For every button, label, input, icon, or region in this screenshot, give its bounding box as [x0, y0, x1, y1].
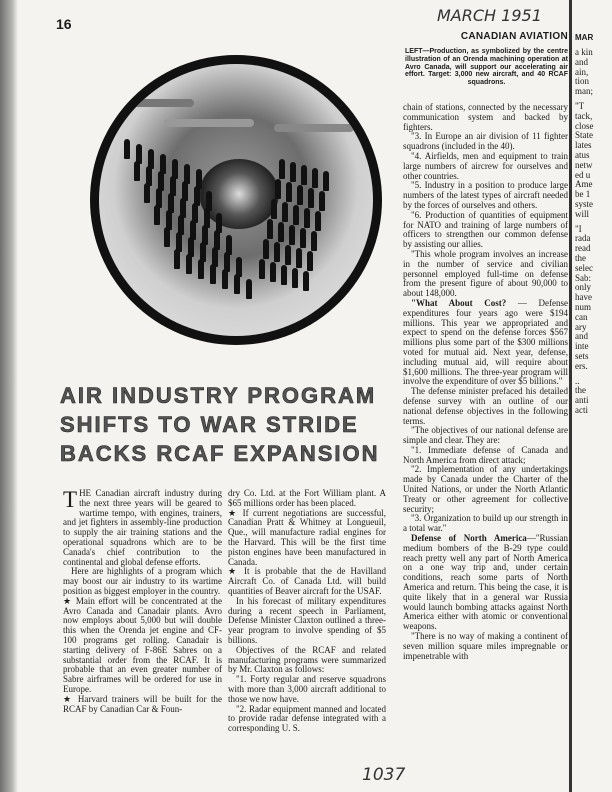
paragraph: "1. Immediate defense of Canada and North America from direct attack;	[403, 444, 568, 465]
circular-photo-collage	[90, 55, 382, 345]
airman-figure	[174, 249, 180, 269]
paragraph: Here are highlights of a program which may boost our air industry to its wartime position as biggest employer in the country.	[63, 566, 222, 596]
paragraph: ★ Harvard trainers will be built for the RCAF by Canadian Car & Foun-	[63, 693, 222, 714]
airman-figure	[267, 219, 273, 239]
airman-figure	[315, 211, 321, 231]
airman-figure	[289, 225, 295, 245]
airman-figure	[263, 239, 269, 259]
fragment-line: atus	[575, 149, 590, 160]
headline	[60, 381, 395, 468]
fragment-line: have	[575, 292, 592, 303]
subheading: Defense of North America	[411, 533, 527, 544]
airman-figure	[279, 159, 285, 179]
paragraph: In his forecast of military expenditures during a recent speech in Parliament, Defense Minister Claxton outlined a three-year program to involve spending of $5 billions.	[228, 595, 386, 645]
next-page-masthead: MAR	[575, 33, 594, 42]
airman-figure	[303, 271, 309, 291]
airman-figure	[270, 262, 276, 282]
fragment-line: State	[575, 130, 593, 141]
fragment-line: ain,	[575, 66, 589, 77]
article-column-3	[403, 103, 568, 759]
fragment-line: anti	[575, 395, 589, 406]
paragraph: "3. Organization to build up our strength in a total war."	[403, 513, 568, 534]
aircraft-image	[164, 119, 254, 127]
fragment-line: num	[575, 301, 592, 312]
fragment-line: Sab:	[575, 272, 592, 283]
fragment-line: tion	[575, 76, 590, 87]
paragraph: dry Co. Ltd. at the Fort William plant. A $65 millions order has been placed.	[228, 488, 386, 508]
paragraph: "2. Implementation of any undertakings made by Canada under the Charter of the United Nations, or under the North Atlantic Treaty or other agreement for collective security;	[403, 464, 568, 514]
airman-figure	[301, 165, 307, 185]
paragraph: "6. Production of quantities of equipment for NATO and training of large numbers of officers to strengthen our common defense by assisting our allies.	[403, 209, 568, 250]
fragment-line: the	[575, 385, 586, 396]
fragment-line: netw	[575, 159, 593, 170]
fragment-line: rada	[575, 233, 591, 244]
fragment-line: acti	[575, 404, 588, 415]
fragment-line: selec	[575, 262, 593, 273]
drop-cap: T	[63, 487, 78, 512]
subheading: "What About Cost?	[411, 297, 507, 308]
fragment-line: inte	[575, 341, 589, 352]
airman-figure	[281, 265, 287, 285]
fragment-line: ary	[575, 321, 587, 332]
fragment-line: the	[575, 252, 586, 263]
fragment-line: and	[575, 56, 588, 67]
paragraph: chain of stations, connected by the necessary communication system and backed by fighters.	[403, 102, 568, 132]
airman-figure	[274, 242, 280, 262]
fragment-line: ..	[575, 375, 580, 386]
airman-figure	[319, 191, 325, 211]
fragment-line: a kin	[575, 47, 593, 57]
airman-figure	[286, 182, 292, 202]
airman-figure	[296, 248, 302, 268]
fragment-line: can	[575, 311, 588, 322]
handwritten-date: MARCH 1951	[437, 6, 542, 25]
handwritten-number: 1037	[362, 765, 406, 785]
aircraft-image	[274, 124, 354, 132]
page-number: 16	[56, 16, 72, 32]
paragraph-text: —"Russian medium bombers of the B-29 type could reach pretty well any part of North America on a one way trip and, under certain conditions, reach some parts of North America and return. This being the case, it is quite likely that in a general war Russia would launch bombing attacks against North America either with atomic or conventional weapons.	[403, 533, 568, 632]
paragraph-text: — Defense expenditures four years ago were $194 millions. This year we appropriated and expect to spend on the defense forces $567 millions plus some part of the $300 millions voted for mutual aid. Next year, defense, including mutual aid, will require about $1,600 millions. The three-year program will involve the expenditure of over $5 billions."	[403, 297, 568, 387]
fragment-line: close	[575, 120, 594, 131]
fragment-line: man;	[575, 86, 593, 97]
masthead: CANADIAN AVIATION	[460, 31, 568, 42]
paragraph: HE Canadian aircraft industry during the next three years will be geared to wartime tempo, with engines, trainers, and jet fighters in assembly-line production to supply the air training stations and the operational squadrons which are to be Canada's chief contribution to the continental and global defense efforts.	[63, 488, 222, 567]
airman-figure	[312, 168, 318, 188]
paragraph	[403, 299, 568, 387]
airman-figure	[304, 208, 310, 228]
airman-figure	[293, 205, 299, 225]
airman-figure	[311, 231, 317, 251]
fragment-line: tack,	[575, 110, 593, 121]
article-column-2	[228, 489, 386, 761]
airman-figure	[164, 227, 170, 247]
airman-figure	[234, 274, 240, 294]
airman-figure	[323, 171, 329, 191]
paragraph: ★ It is probable that the de Havilland Aircraft Co. of Canada Ltd. will build quantities of Beaver aircraft for the USAF.	[228, 566, 386, 596]
paragraph: "3. In Europe an air division of 11 fighter squadrons (included in the 40).	[403, 131, 568, 152]
paragraph: "5. Industry in a position to produce large numbers of the latest types of aircraft needed by the forces of ourselves and others.	[403, 180, 568, 210]
fragment-line: "T	[575, 100, 585, 111]
fragment-line: lates	[575, 140, 592, 151]
airman-figure	[290, 162, 296, 182]
paragraph: "The objectives of our national defense are simple and clear. They are:	[403, 425, 568, 446]
page-edge-shadow	[0, 0, 18, 792]
airman-figure	[198, 259, 204, 279]
fragment-line: "I	[575, 223, 582, 234]
paragraph	[403, 534, 568, 632]
fragment-line: Ame	[575, 179, 593, 190]
airman-figure	[222, 269, 228, 289]
airman-figure	[134, 161, 140, 181]
aircraft-image	[124, 99, 194, 107]
airman-figure	[144, 183, 150, 203]
airman-figure	[308, 188, 314, 208]
airman-figure	[154, 205, 160, 225]
airman-figure	[259, 259, 265, 279]
photo-caption: LEFT—Production, as symbolized by the centre illustration of an Orenda machining operation at Avro Canada, will support our accelerating air effort. Target: 3,000 new aircraft, and 40 RCAF squadrons.	[405, 48, 568, 87]
paragraph: "4. Airfields, men and equipment to train large numbers of aircrew for ourselves and other countries.	[403, 150, 568, 181]
paragraph: ★ Main effort will be concentrated at the Avro Canada and Canadair plants. Avro now employs about 5,000 but will double this when the Orenda jet engine and CF-100 programs get rolling. Canadair is starting delivery of F-86E Sabres on a substantial order from the RCAF. It is probable that an even greater number of Sabre airframes will be ordered for use in Europe.	[63, 595, 222, 694]
headline-line: AIR INDUSTRY PROGRAM	[60, 383, 377, 408]
paragraph: "2. Radar equipment manned and located to provide radar defense integrated with a corresponding U. S.	[228, 703, 386, 734]
fragment-line: and	[575, 331, 588, 342]
paragraph: The defense minister prefaced his detailed defense survey with an outline of our national defense objectives in the following terms.	[403, 386, 568, 426]
fragment-line: ers.	[575, 360, 588, 371]
fragment-line: ed u	[575, 169, 591, 180]
airman-figure	[210, 264, 216, 284]
airman-figure	[282, 202, 288, 222]
paragraph: ★ If current negotiations are successful, Canadian Pratt & Whitney at Longueuil, Que., will manufacture radial engines for the Harvard. This will be the first time piston engines have been manufactured in Canada.	[228, 507, 386, 567]
airman-figure	[186, 254, 192, 274]
fragment-line: only	[575, 282, 592, 293]
paragraph: "1. Forty regular and reserve squadrons with more than 3,000 aircraft additional to those we now have.	[228, 674, 386, 704]
fragment-line: sets	[575, 350, 589, 361]
airman-figure	[285, 245, 291, 265]
fragment-line: syste	[575, 198, 593, 209]
headline-line: SHIFTS TO WAR STRIDE	[60, 412, 359, 437]
airman-figure	[275, 179, 281, 199]
airman-figure	[124, 139, 130, 159]
airman-figure	[271, 199, 277, 219]
airman-figure	[246, 279, 252, 299]
page-gutter-line	[569, 0, 572, 792]
airman-figure	[292, 268, 298, 288]
article-column-1	[63, 489, 222, 761]
airman-figure	[307, 251, 313, 271]
paragraph: "This whole program involves an increase in the number of service and civilian personnel employed full-time on defense from the present figure of about 90,000 to about 148,000.	[403, 248, 568, 299]
next-page-fragment	[575, 33, 612, 416]
fragment-line: will	[575, 208, 590, 219]
airman-figure	[278, 222, 284, 242]
fragment-line: read	[575, 243, 591, 254]
headline-line: BACKS RCAF EXPANSION	[60, 441, 380, 466]
fragment-line: be 1	[575, 189, 591, 200]
airman-figure	[297, 185, 303, 205]
paragraph: Objectives of the RCAF and related manufacturing programs were summarized by Mr. Claxton as follows:	[228, 644, 386, 675]
paragraph: "There is no way of making a continent of seven million square miles impregnable or impenetrable with	[403, 631, 568, 661]
airman-figure	[300, 228, 306, 248]
